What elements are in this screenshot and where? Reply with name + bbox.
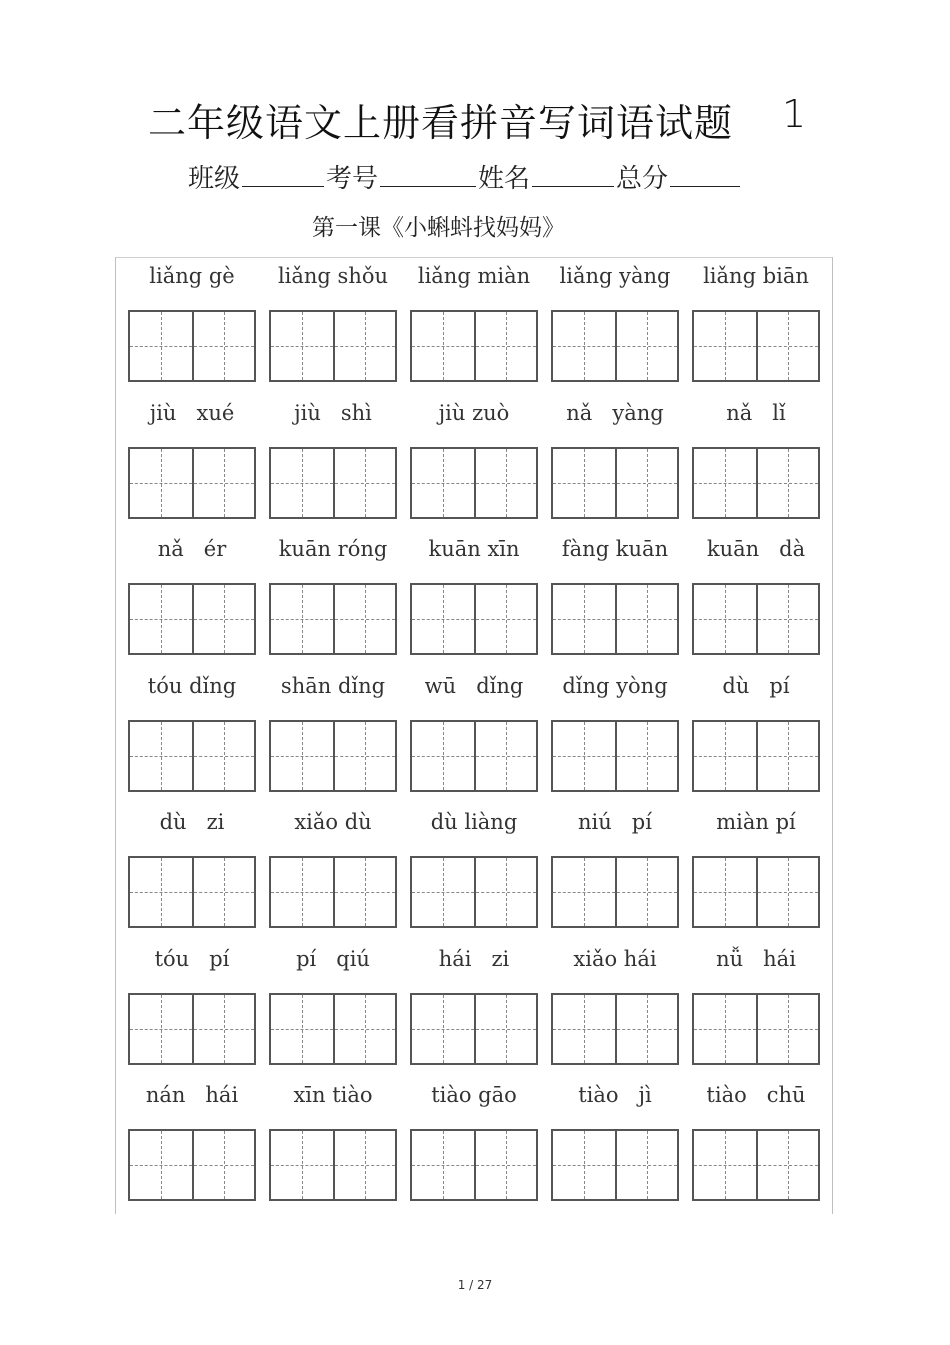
guide-line-horizontal [194, 483, 254, 484]
writing-grid [551, 1129, 679, 1201]
writing-grid [692, 310, 820, 382]
guide-line-horizontal [335, 1165, 395, 1166]
pinyin-label: fàng kuān [561, 537, 669, 561]
character-box[interactable] [694, 1131, 756, 1199]
writing-grid [410, 1129, 538, 1201]
guide-line-horizontal [130, 483, 192, 484]
class-blank[interactable] [242, 162, 324, 187]
word-cell [269, 804, 397, 940]
character-box[interactable] [192, 858, 254, 926]
word-cell [269, 668, 397, 804]
writing-grid [269, 1129, 397, 1201]
writing-grid [692, 856, 820, 928]
character-box[interactable] [412, 449, 474, 517]
writing-grid [692, 720, 820, 792]
pinyin-label: miàn pí [716, 810, 796, 834]
guide-line-horizontal [194, 619, 254, 620]
guide-line-horizontal [476, 1165, 536, 1166]
character-box[interactable] [192, 312, 254, 380]
character-box[interactable] [192, 585, 254, 653]
writing-grid [410, 447, 538, 519]
character-box[interactable] [130, 858, 192, 926]
word-cell [692, 395, 820, 531]
title-number: 1 [782, 92, 808, 136]
pinyin-label: liǎng shǒu [277, 264, 389, 288]
character-box[interactable] [615, 449, 677, 517]
character-box[interactable] [412, 312, 474, 380]
writing-grid [551, 583, 679, 655]
pinyin-label: tóu dǐng [147, 674, 237, 698]
character-box[interactable] [333, 858, 395, 926]
guide-line-horizontal [553, 892, 615, 893]
word-cell [128, 941, 256, 1077]
word-cell [269, 258, 397, 394]
guide-line-horizontal [617, 1029, 677, 1030]
word-cell [692, 668, 820, 804]
pinyin-label: tóu pí [154, 947, 230, 971]
guide-line-horizontal [476, 1029, 536, 1030]
pinyin-label: jiù xué [149, 401, 235, 425]
pinyin-label: nán hái [145, 1083, 239, 1107]
guide-line-horizontal [476, 756, 536, 757]
guide-line-horizontal [271, 619, 333, 620]
character-box[interactable] [553, 722, 615, 790]
lesson-title: 第一课《小蝌蚪找妈妈》 [312, 215, 565, 241]
writing-grid [692, 993, 820, 1065]
guide-line-horizontal [553, 619, 615, 620]
word-cell [410, 941, 538, 1077]
guide-line-horizontal [758, 483, 818, 484]
word-cell [269, 941, 397, 1077]
guide-line-horizontal [617, 619, 677, 620]
word-cell [410, 1077, 538, 1213]
character-box[interactable] [130, 585, 192, 653]
pinyin-label: kuān dà [706, 537, 806, 561]
writing-grid [410, 583, 538, 655]
word-cell [551, 804, 679, 940]
character-box[interactable] [615, 858, 677, 926]
character-box[interactable] [474, 449, 536, 517]
guide-line-horizontal [194, 1165, 254, 1166]
character-box[interactable] [192, 722, 254, 790]
pinyin-label: xiǎo hái [573, 947, 657, 971]
title-text: 二年级语文上册看拼音写词语试题 [148, 101, 734, 145]
character-box[interactable] [474, 312, 536, 380]
character-box[interactable] [412, 858, 474, 926]
word-cell [692, 258, 820, 394]
word-cell [410, 395, 538, 531]
character-box[interactable] [412, 585, 474, 653]
word-cell [128, 1077, 256, 1213]
pinyin-label: tiào jì [578, 1083, 652, 1107]
word-cell [551, 258, 679, 394]
word-cell [269, 531, 397, 667]
character-box[interactable] [615, 1131, 677, 1199]
guide-line-horizontal [758, 756, 818, 757]
word-cell [128, 804, 256, 940]
character-box[interactable] [271, 449, 333, 517]
pinyin-label: liǎng yàng [559, 264, 671, 288]
character-box[interactable] [694, 995, 756, 1063]
word-cell [269, 1077, 397, 1213]
guide-line-horizontal [758, 619, 818, 620]
word-cell [551, 941, 679, 1077]
guide-line-horizontal [476, 619, 536, 620]
writing-grid [128, 583, 256, 655]
guide-line-horizontal [617, 892, 677, 893]
character-box[interactable] [694, 858, 756, 926]
character-box[interactable] [615, 995, 677, 1063]
character-box[interactable] [333, 449, 395, 517]
exercise-sheet [115, 257, 833, 1214]
character-box[interactable] [553, 585, 615, 653]
character-box[interactable] [756, 858, 818, 926]
character-box[interactable] [412, 1131, 474, 1199]
character-box[interactable] [756, 585, 818, 653]
pinyin-label: tiào gāo [431, 1083, 517, 1107]
character-box[interactable] [333, 312, 395, 380]
writing-grid [128, 1129, 256, 1201]
writing-grid [269, 856, 397, 928]
page-title [148, 92, 808, 147]
pinyin-label: hái zi [438, 947, 510, 971]
word-cell [269, 395, 397, 531]
character-box[interactable] [333, 995, 395, 1063]
pinyin-label: jiù shì [294, 401, 372, 425]
character-box[interactable] [271, 585, 333, 653]
writing-grid [551, 856, 679, 928]
character-box[interactable] [756, 312, 818, 380]
writing-grid [269, 447, 397, 519]
exam-no-label: 考号 [326, 164, 379, 194]
guide-line-horizontal [130, 1165, 192, 1166]
guide-line-horizontal [194, 1029, 254, 1030]
guide-line-horizontal [412, 1165, 474, 1166]
guide-line-horizontal [271, 1165, 333, 1166]
character-box[interactable] [192, 1131, 254, 1199]
guide-line-horizontal [271, 1029, 333, 1030]
pinyin-label: nǎ yàng [566, 401, 664, 425]
character-box[interactable] [412, 995, 474, 1063]
word-cell [551, 531, 679, 667]
word-cell [551, 1077, 679, 1213]
guide-line-horizontal [335, 756, 395, 757]
writing-grid [551, 993, 679, 1065]
guide-line-horizontal [758, 346, 818, 347]
pinyin-label: nǎ lǐ [726, 401, 786, 425]
word-cell [410, 531, 538, 667]
character-box[interactable] [756, 995, 818, 1063]
writing-grid [692, 1129, 820, 1201]
page-number: 1 / 27 [457, 1278, 493, 1292]
character-box[interactable] [271, 1131, 333, 1199]
character-box[interactable] [553, 995, 615, 1063]
pinyin-label: nǚ hái [716, 947, 796, 971]
name-blank[interactable] [532, 162, 614, 187]
pinyin-label: liǎng gè [149, 264, 235, 288]
guide-line-horizontal [758, 892, 818, 893]
character-box[interactable] [271, 722, 333, 790]
pinyin-label: liǎng biān [703, 264, 809, 288]
writing-grid [410, 856, 538, 928]
score-blank[interactable] [670, 162, 740, 187]
writing-grid [269, 720, 397, 792]
writing-grid [128, 993, 256, 1065]
writing-grid [692, 583, 820, 655]
writing-grid [128, 856, 256, 928]
guide-line-horizontal [412, 1029, 474, 1030]
guide-line-horizontal [758, 1165, 818, 1166]
name-label: 姓名 [478, 164, 531, 194]
word-cell [410, 258, 538, 394]
class-label: 班级 [188, 164, 241, 194]
character-box[interactable] [130, 995, 192, 1063]
writing-grid [410, 310, 538, 382]
character-box[interactable] [474, 722, 536, 790]
writing-grid [269, 583, 397, 655]
writing-grid [128, 310, 256, 382]
guide-line-horizontal [553, 1029, 615, 1030]
pinyin-label: xiǎo dù [294, 810, 372, 834]
writing-grid [551, 310, 679, 382]
word-cell [410, 804, 538, 940]
word-cell [692, 1077, 820, 1213]
guide-line-horizontal [694, 1165, 756, 1166]
guide-line-horizontal [335, 483, 395, 484]
character-box[interactable] [192, 995, 254, 1063]
guide-line-horizontal [194, 756, 254, 757]
character-box[interactable] [553, 312, 615, 380]
character-box[interactable] [474, 585, 536, 653]
character-box[interactable] [694, 449, 756, 517]
guide-line-horizontal [694, 483, 756, 484]
character-box[interactable] [474, 1131, 536, 1199]
character-box[interactable] [130, 449, 192, 517]
guide-line-horizontal [412, 619, 474, 620]
writing-grid [269, 993, 397, 1065]
pinyin-label: dù pí [722, 674, 790, 698]
student-info-line [188, 158, 742, 195]
guide-line-horizontal [694, 619, 756, 620]
guide-line-horizontal [335, 346, 395, 347]
pinyin-label: dù zi [159, 810, 225, 834]
character-box[interactable] [615, 722, 677, 790]
character-box[interactable] [412, 722, 474, 790]
character-box[interactable] [333, 585, 395, 653]
guide-line-horizontal [335, 619, 395, 620]
character-box[interactable] [694, 722, 756, 790]
pinyin-label: shān dǐng [280, 674, 386, 698]
guide-line-horizontal [553, 756, 615, 757]
word-cell [692, 531, 820, 667]
guide-line-horizontal [617, 1165, 677, 1166]
character-box[interactable] [615, 585, 677, 653]
writing-grid [128, 720, 256, 792]
character-box[interactable] [130, 722, 192, 790]
character-box[interactable] [553, 449, 615, 517]
character-box[interactable] [553, 1131, 615, 1199]
character-box[interactable] [615, 312, 677, 380]
guide-line-horizontal [412, 756, 474, 757]
guide-line-horizontal [553, 346, 615, 347]
guide-line-horizontal [271, 756, 333, 757]
word-cell [128, 258, 256, 394]
character-box[interactable] [756, 449, 818, 517]
guide-line-horizontal [130, 619, 192, 620]
guide-line-horizontal [194, 892, 254, 893]
word-cell [128, 395, 256, 531]
pinyin-label: liǎng miàn [417, 264, 531, 288]
character-box[interactable] [553, 858, 615, 926]
pinyin-label: nǎ ér [157, 537, 227, 561]
pinyin-label: niú pí [578, 810, 652, 834]
character-box[interactable] [192, 449, 254, 517]
pinyin-label: dù liàng [430, 810, 518, 834]
guide-line-horizontal [130, 1029, 192, 1030]
guide-line-horizontal [194, 346, 254, 347]
guide-line-horizontal [335, 892, 395, 893]
writing-grid [692, 447, 820, 519]
exam-no-blank[interactable] [380, 162, 476, 187]
character-box[interactable] [474, 995, 536, 1063]
guide-line-horizontal [412, 892, 474, 893]
character-box[interactable] [756, 1131, 818, 1199]
writing-grid [410, 720, 538, 792]
word-cell [128, 531, 256, 667]
guide-line-horizontal [412, 483, 474, 484]
guide-line-horizontal [694, 892, 756, 893]
word-cell [551, 395, 679, 531]
character-box[interactable] [756, 722, 818, 790]
guide-line-horizontal [553, 483, 615, 484]
guide-line-horizontal [694, 346, 756, 347]
guide-line-horizontal [694, 756, 756, 757]
guide-line-horizontal [130, 892, 192, 893]
score-label: 总分 [616, 164, 669, 194]
guide-line-horizontal [271, 892, 333, 893]
word-cell [551, 668, 679, 804]
guide-line-horizontal [617, 346, 677, 347]
pinyin-label: kuān róng [278, 537, 388, 561]
pinyin-label: kuān xīn [428, 537, 520, 561]
character-box[interactable] [694, 312, 756, 380]
writing-grid [410, 993, 538, 1065]
guide-line-horizontal [271, 346, 333, 347]
pinyin-label: dǐng yòng [562, 674, 668, 698]
word-cell [692, 804, 820, 940]
guide-line-horizontal [694, 1029, 756, 1030]
character-box[interactable] [333, 1131, 395, 1199]
pinyin-label: tiào chū [706, 1083, 806, 1107]
guide-line-horizontal [476, 483, 536, 484]
writing-grid [128, 447, 256, 519]
word-cell [128, 668, 256, 804]
word-cell [410, 668, 538, 804]
guide-line-horizontal [271, 483, 333, 484]
writing-grid [551, 720, 679, 792]
guide-line-horizontal [617, 483, 677, 484]
character-box[interactable] [271, 858, 333, 926]
character-box[interactable] [271, 995, 333, 1063]
pinyin-label: pí qiú [296, 947, 370, 971]
guide-line-horizontal [476, 892, 536, 893]
character-box[interactable] [694, 585, 756, 653]
guide-line-horizontal [758, 1029, 818, 1030]
pinyin-label: wū dǐng [424, 674, 524, 698]
pinyin-label: jiù zuò [438, 401, 510, 425]
pinyin-label: xīn tiào [293, 1083, 373, 1107]
guide-line-horizontal [553, 1165, 615, 1166]
writing-grid [551, 447, 679, 519]
guide-line-horizontal [130, 346, 192, 347]
guide-line-horizontal [476, 346, 536, 347]
writing-grid [269, 310, 397, 382]
guide-line-horizontal [130, 756, 192, 757]
guide-line-horizontal [412, 346, 474, 347]
guide-line-horizontal [617, 756, 677, 757]
character-box[interactable] [474, 858, 536, 926]
character-box[interactable] [333, 722, 395, 790]
character-box[interactable] [130, 312, 192, 380]
word-cell [692, 941, 820, 1077]
character-box[interactable] [271, 312, 333, 380]
guide-line-horizontal [335, 1029, 395, 1030]
character-box[interactable] [130, 1131, 192, 1199]
